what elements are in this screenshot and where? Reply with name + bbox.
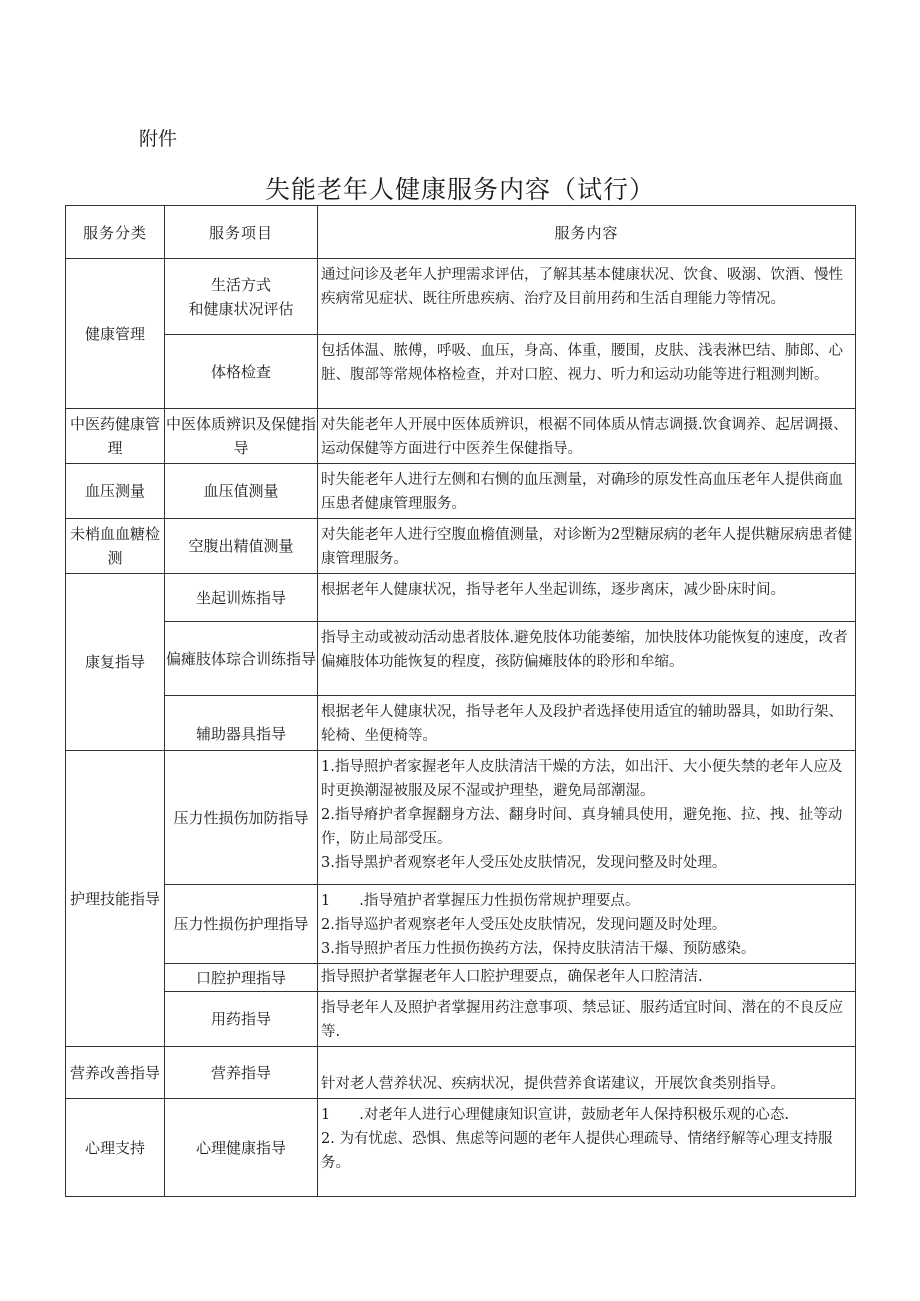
- item-cell: 营养指导: [165, 1047, 318, 1099]
- category-cell: 护理技能指导: [66, 751, 165, 1047]
- annex-label: 附件: [139, 128, 178, 150]
- table-row: [66, 885, 856, 964]
- item-cell: 用药指导: [165, 992, 318, 1047]
- table-row: [66, 696, 856, 751]
- item-cell: 压力性损伤护理指导: [165, 885, 318, 964]
- table-row: [66, 574, 856, 622]
- content-cell: 根据老年人健康状况，指导老年人坐起训练，逐步离床，减少卧床时间。: [318, 574, 856, 622]
- content-cell: 针对老人营养状况、疾病状况，提供营养食诺建议，开展饮食类别指导。: [318, 1047, 856, 1099]
- header-item: 服务项目: [165, 206, 318, 259]
- content-cell: 指导主动或被动活动患者肢体.避免肢体功能萎缩，加快肢体功能恢复的速度，改者偏瘫肢体功能恢复的程度，孩防偏瘫肢体的聆形和牟缩。: [318, 622, 856, 696]
- content-cell: 包括体温、脓傅，呼吸、血压，身高、体重，腰围，皮肤、浅表淋巴结、肺郎、心脏、腹部等常规体格检查，并对口腔、视力、听力和运动功能等进行粗测判断。: [318, 335, 856, 409]
- content-cell: 对失能老年人进行空腹血檐值测量，对诊断为2型糖尿病的老年人提供糖尿病患者健康管理服务。: [318, 519, 856, 574]
- table-row: [66, 259, 856, 335]
- content-line: 1.指导照护者家握老年人皮肤清洁干燥的方法，如出汗、大小便失禁的老年人应及时更换潮湿被服及尿不湿或护理垫，避免局部潮湿。: [321, 759, 843, 799]
- category-cell: 血压测量: [66, 464, 165, 519]
- item-cell: 心理健康指导: [165, 1099, 318, 1197]
- table-row: [66, 1047, 856, 1099]
- category-cell: 中医药健康管理: [66, 409, 165, 464]
- content-line: 2.指导巡护者观察老年人受压处皮肤情况，发现问题及时处理。: [321, 917, 727, 933]
- table-row: [66, 464, 856, 519]
- item-cell: 中医体质辨识及保健指导: [165, 409, 318, 464]
- item-cell: 口腔护理指导: [165, 964, 318, 992]
- content-line: 3.指导黑护者观察老年人受压处皮肤情况，发现问整及时处理。: [321, 855, 727, 871]
- content-cell: 根据老年人健康状况，指导老年人及段护者选择使用适宜的辅助器具，如助行架、轮椅、坐便椅等。: [318, 696, 856, 751]
- content-cell: [318, 885, 856, 964]
- item-cell: 生活方式 和健康状况评估: [165, 259, 318, 335]
- item-cell: 压力性损伤加防指导: [165, 751, 318, 885]
- category-cell: 未梢血血糖检测: [66, 519, 165, 574]
- item-cell: 偏瘫肢体琮合训练指导: [165, 622, 318, 696]
- item-cell: 体格检查: [165, 335, 318, 409]
- table-row: [66, 335, 856, 409]
- table-row: [66, 1099, 856, 1197]
- content-line: 2.指导瘠护者拿握翻身方法、翻身时间、真身辅具使用，避免拖、拉、拽、扯等动作，防止局部受压。: [321, 807, 843, 847]
- content-line: 1 .指导殖护者掌握压力性损伤常规护理要点。: [321, 893, 640, 909]
- item-cell: 空腹出精值测量: [165, 519, 318, 574]
- content-cell: 时失能老年人进行左侧和右恻的血压测量，对确珍的原发性高血压老年人提供商血压患者健康管理服务。: [318, 464, 856, 519]
- category-cell: 营养改善指导: [66, 1047, 165, 1099]
- table-row: [66, 751, 856, 885]
- content-cell: 对失能老年人开展中医体质辨识，根裾不同体质从情志调摄.饮食调养、起居调摄、运动保健等方面进行中医养生保健指导。: [318, 409, 856, 464]
- content-cell: 指导老年人及照护者掌握用药注意事项、禁忌证、服药适宜时间、潜在的不良反应等.: [318, 992, 856, 1047]
- table-row: [66, 409, 856, 464]
- category-cell: 心理支持: [66, 1099, 165, 1197]
- content-cell: [318, 751, 856, 885]
- table-header-row: [66, 206, 856, 259]
- content-line: 2. 为有忧虑、恐惧、焦虑等问题的老年人提供心理疏导、情绪纾解等心理支持服务。: [321, 1131, 833, 1171]
- table-row: [66, 992, 856, 1047]
- category-cell: 健康管理: [66, 259, 165, 409]
- header-category: 服务分类: [66, 206, 165, 259]
- service-table: [65, 205, 856, 1197]
- document-title: 失能老年人健康服务内容（试行）: [264, 175, 655, 204]
- table-row: [66, 519, 856, 574]
- content-cell: [318, 1099, 856, 1197]
- header-content: 服务内容: [318, 206, 856, 259]
- content-cell: 指导照护者掌握老年人口腔护理要点，确保老年人口腔清洁.: [318, 964, 856, 992]
- table-row: [66, 964, 856, 992]
- item-cell: 血压值测量: [165, 464, 318, 519]
- content-line: 1 .对老年人进行心理健康知识宣讲，鼓励老年人保持积极乐观的心态.: [321, 1107, 789, 1123]
- table-row: [66, 622, 856, 696]
- content-line: 3.指导照护者压力性损伤换药方法，保持皮肤清洁干爆、预防感染。: [321, 941, 756, 957]
- item-cell: 坐起训炼指导: [165, 574, 318, 622]
- item-cell: 辅助器具指导: [165, 696, 318, 751]
- category-cell: 康复指导: [66, 574, 165, 751]
- content-cell: 通过问诊及老年人护理需求评估，了解其基本健康状况、饮食、吸溺、饮酒、慢性疾病常见症状、既往所患疾病、治疗及目前用药和生活自理能力等情况。: [318, 259, 856, 335]
